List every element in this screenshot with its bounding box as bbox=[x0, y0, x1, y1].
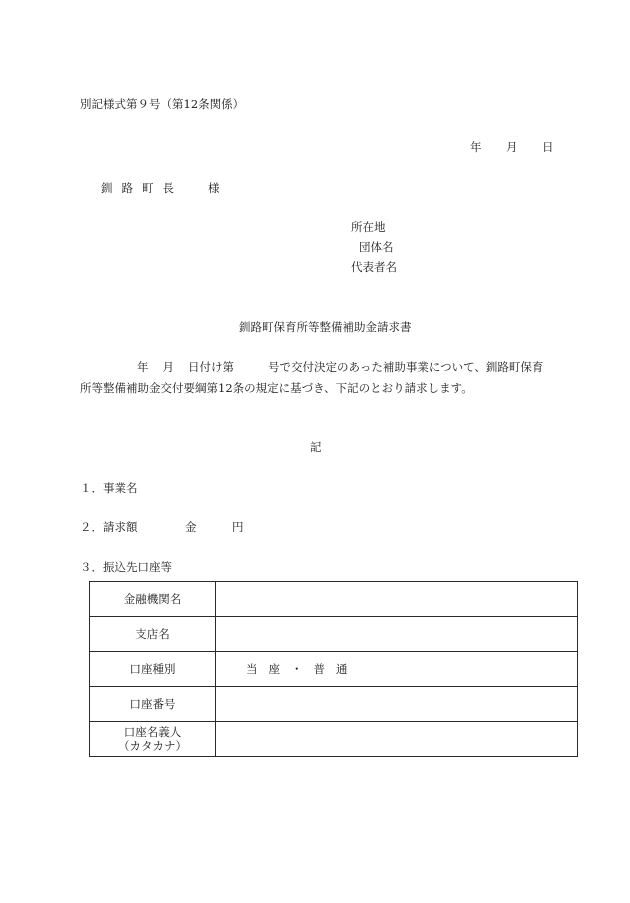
date-month-label: 月 bbox=[506, 140, 518, 154]
account-number-label: 口座番号 bbox=[90, 687, 216, 722]
body-month: 月 bbox=[162, 360, 174, 374]
document-title: 釧路町保育所等整備補助金請求書 bbox=[239, 320, 412, 334]
applicant-address-label: 所在地 bbox=[351, 220, 386, 234]
account-holder-label-main: 口座名義人 bbox=[123, 725, 182, 739]
body-line-1 bbox=[80, 360, 543, 374]
account-type-field[interactable]: 当座・普通 bbox=[216, 652, 578, 687]
body-date-no: 日付け第 bbox=[188, 360, 234, 374]
table-row bbox=[90, 582, 578, 617]
account-number-field[interactable] bbox=[216, 687, 578, 722]
branch-name-label: 支店名 bbox=[90, 617, 216, 652]
body-year: 年 bbox=[137, 360, 149, 374]
item-project-name: １．事業名 bbox=[80, 481, 138, 495]
item-claim-amount: ２．請求額 bbox=[80, 520, 138, 534]
bank-account-table bbox=[89, 581, 578, 757]
date-year-label: 年 bbox=[470, 140, 482, 154]
account-holder-label bbox=[90, 722, 216, 757]
ki-heading: 記 bbox=[310, 440, 322, 454]
addressee-name: 釧路町長 bbox=[101, 181, 183, 195]
bank-name-field[interactable] bbox=[216, 582, 578, 617]
body-line-1-text: 号で交付決定のあった補助事業について、釧路町保育 bbox=[268, 360, 544, 374]
applicant-representative-label: 代表者名 bbox=[351, 260, 397, 274]
table-row bbox=[90, 722, 578, 757]
account-type-label: 口座種別 bbox=[90, 652, 216, 687]
date-day-label: 日 bbox=[542, 140, 554, 154]
item-bank-account: ３．振込先口座等 bbox=[80, 560, 172, 574]
body-line-2: 所等整備補助金交付要綱第12条の規定に基づき、下記のとおり請求します。 bbox=[80, 381, 473, 395]
account-holder-field[interactable] bbox=[216, 722, 578, 757]
branch-name-field[interactable] bbox=[216, 617, 578, 652]
table-row bbox=[90, 687, 578, 722]
table-row bbox=[90, 617, 578, 652]
bank-name-label: 金融機関名 bbox=[90, 582, 216, 617]
table-row bbox=[90, 652, 578, 687]
claim-amount-kin: 金 bbox=[185, 520, 197, 534]
account-holder-label-sub: （カタカナ） bbox=[118, 739, 187, 753]
applicant-organization-label: 団体名 bbox=[359, 240, 394, 254]
addressee-suffix: 様 bbox=[208, 181, 220, 195]
claim-amount-yen: 円 bbox=[232, 520, 244, 534]
form-number: 別記様式第９号（第12条関係） bbox=[80, 97, 245, 111]
